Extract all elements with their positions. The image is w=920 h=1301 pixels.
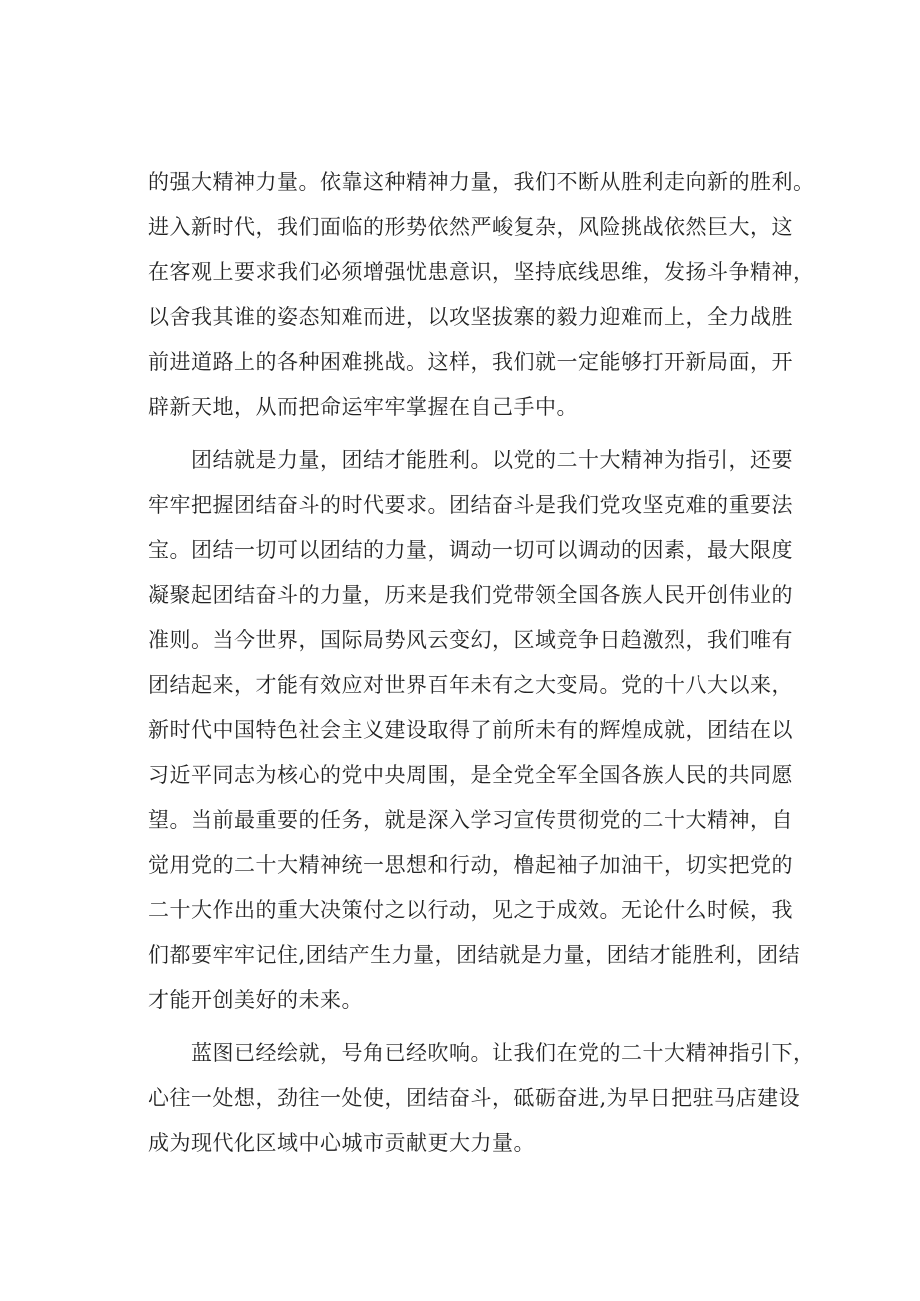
text-line: 凝聚起团结奋斗的力量，历来是我们党带领全国各族人民开创伟业的 [148,583,793,607]
text-line: 团结就是力量，团结才能胜利。以党的二十大精神为指引，还要 [148,448,793,472]
text-line: 在客观上要求我们必须增强忧患意识，坚持底线思维，发扬斗争精神， [148,260,815,284]
text-line: 辟新天地，从而把命运牢牢掌握在自己手中。 [148,395,578,419]
paragraph-1 [148,160,815,430]
text-line: 的强大精神力量。依靠这种精神力量，我们不断从胜利走向新的胜利。 [148,170,815,194]
paragraph-2 [148,438,808,1023]
text-line: 二十大作出的重大决策付之以行动，见之于成效。无论什么时候，我 [148,898,793,922]
text-line: 牢牢把握团结奋斗的时代要求。团结奋斗是我们党攻坚克难的重要法 [148,493,793,517]
paragraph-3 [148,1031,815,1166]
text-line: 前进道路上的各种困难挑战。这样，我们就一定能够打开新局面，开 [148,350,793,374]
text-line: 以舍我其谁的姿态知难而进，以攻坚拔寨的毅力迎难而上，全力战胜 [148,305,793,329]
text-line: 习近平同志为核心的党中央周围，是全党全军全国各族人民的共同愿 [148,763,793,787]
text-line: 新时代中国特色社会主义建设取得了前所未有的辉煌成就，团结在以 [148,718,793,742]
text-line: 觉用党的二十大精神统一思想和行动，橹起袖子加油干，切实把党的 [148,853,793,877]
text-line: 心往一处想，劲往一处使，团结奋斗，砥砺奋进,为早日把驻马店建设 [148,1086,801,1110]
text-line: 成为现代化区域中心城市贡献更大力量。 [148,1131,535,1155]
text-line: 蓝图已经绘就，号角已经吹响。让我们在党的二十大精神指引下， [148,1041,815,1065]
text-line: 团结起来，才能有效应对世界百年未有之大变局。党的十八大以来， [148,673,793,697]
text-line: 准则。当今世界，国际局势风云变幻，区域竞争日趋激烈，我们唯有 [148,628,793,652]
text-line: 宝。团结一切可以团结的力量，调动一切可以调动的因素，最大限度 [148,538,793,562]
text-line: 才能开创美好的未来。 [148,988,363,1012]
text-line: 们都要牢牢记住,团结产生力量，团结就是力量，团结才能胜利，团结 [148,943,801,967]
text-line: 进入新时代，我们面临的形势依然严峻复杂，风险挑战依然巨大，这 [148,215,793,239]
text-line: 望。当前最重要的任务，就是深入学习宣传贯彻党的二十大精神，自 [148,808,793,832]
document-body [148,160,815,1166]
